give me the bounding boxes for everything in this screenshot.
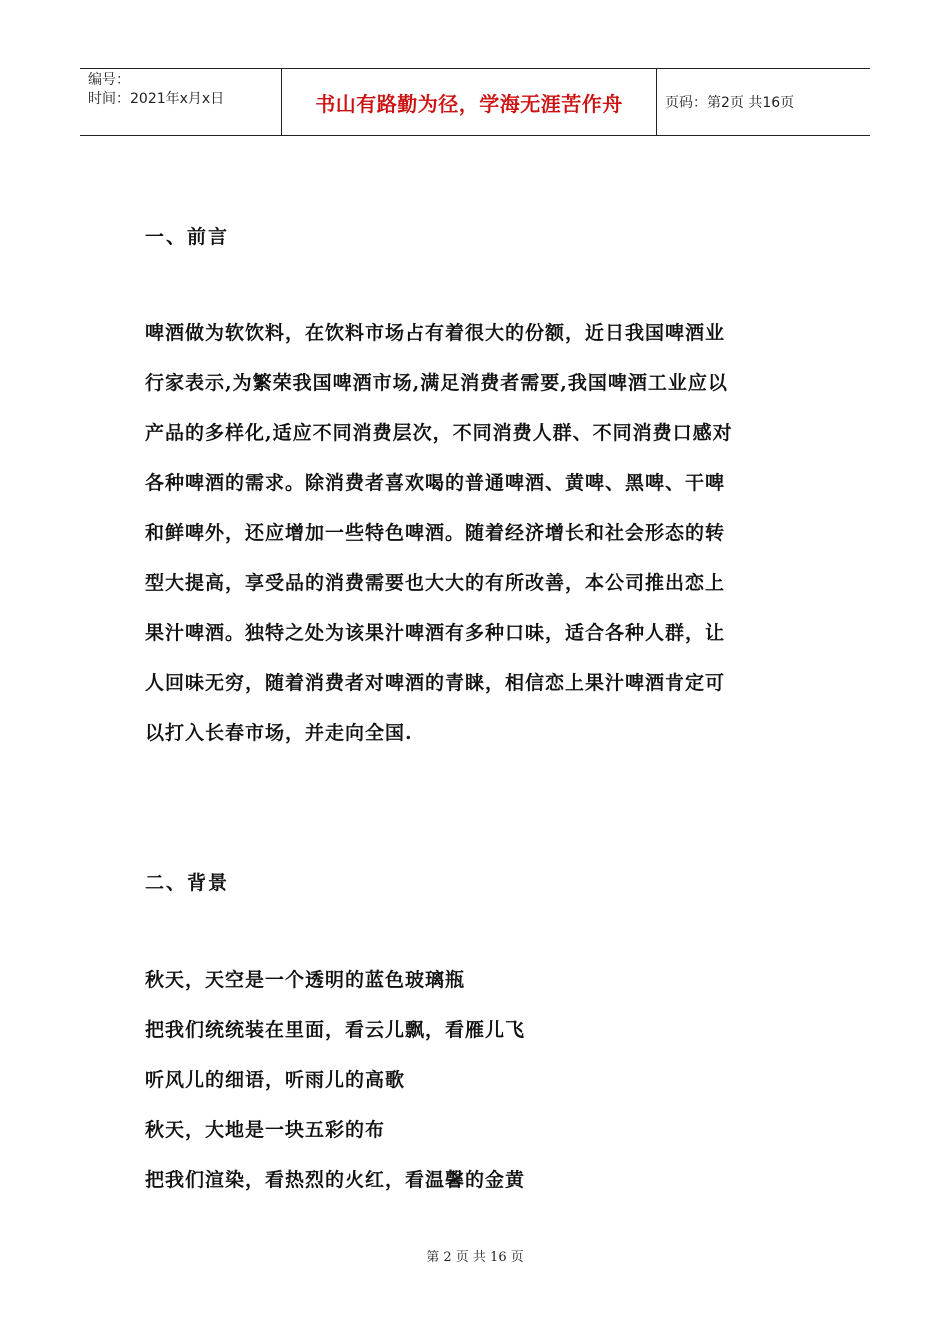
- paragraph-line: 以打入长春市场，并走向全国.: [145, 722, 413, 744]
- header-meta-cell: [80, 69, 282, 135]
- section-heading-background: 二、背景: [145, 872, 230, 894]
- section-heading-preface: 一、前言: [145, 226, 230, 248]
- header-motto: 书山有路勤为径，学海无涯苦作舟: [282, 69, 657, 135]
- poem-line: 秋天，大地是一块五彩的布: [145, 1119, 386, 1141]
- paragraph-line: 行家表示,为繁荣我国啤酒市场,满足消费者需要,我国啤酒工业应以: [145, 372, 728, 394]
- paragraph-line: 人回味无穷，随着消费者对啤酒的青睐，相信恋上果汁啤酒肯定可: [145, 672, 726, 694]
- poem-line: 把我们统统装在里面，看云儿飘，看雁儿飞: [145, 1019, 526, 1041]
- page-header-table: [80, 68, 870, 136]
- document-number-label: 编号：: [88, 72, 130, 88]
- paragraph-line: 产品的多样化,适应不同消费层次，不同消费人群、不同消费口感对: [145, 422, 733, 444]
- header-page-code: 页码：第2页 共16页: [665, 95, 795, 111]
- document-time-label: 时间：2021年x月x日: [88, 91, 225, 107]
- paragraph-line: 啤酒做为软饮料，在饮料市场占有着很大的份额，近日我国啤酒业: [145, 322, 726, 344]
- poem-line: 把我们渲染，看热烈的火红，看温馨的金黄: [145, 1169, 526, 1191]
- poem-line: 听风儿的细语，听雨儿的高歌: [145, 1069, 406, 1091]
- poem-line: 秋天，天空是一个透明的蓝色玻璃瓶: [145, 969, 466, 991]
- page-footer: 第 2 页 共 16 页: [426, 1250, 524, 1265]
- preface-paragraph: [145, 308, 810, 758]
- paragraph-line: 各种啤酒的需求。除消费者喜欢喝的普通啤酒、黄啤、黑啤、干啤: [145, 472, 726, 494]
- background-poem: [145, 955, 810, 1205]
- paragraph-line: 型大提高，享受品的消费需要也大大的有所改善，本公司推出恋上: [145, 572, 726, 594]
- paragraph-line: 果汁啤酒。独特之处为该果汁啤酒有多种口味，适合各种人群，让: [145, 622, 726, 644]
- paragraph-line: 和鲜啤外，还应增加一些特色啤酒。随着经济增长和社会形态的转: [145, 522, 726, 544]
